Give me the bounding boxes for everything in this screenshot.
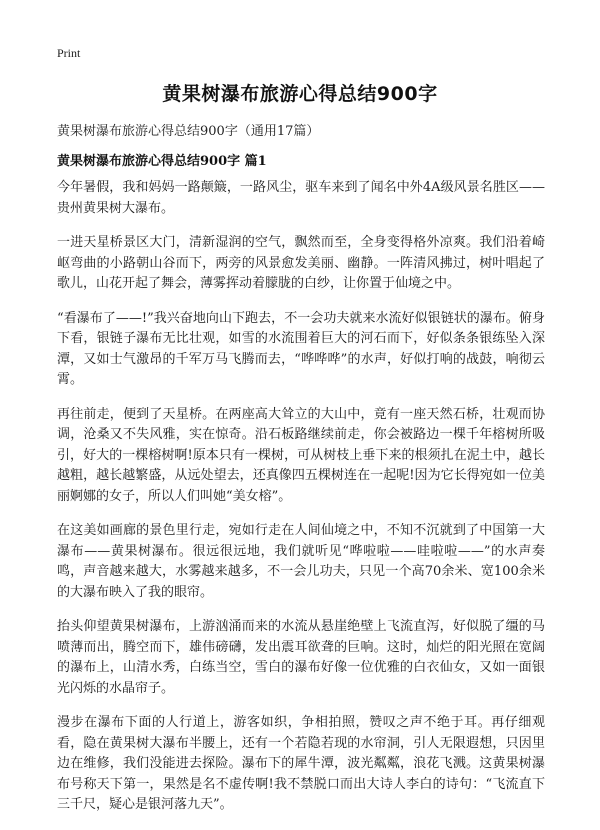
article-body	[57, 178, 545, 830]
paragraph-5: 在这美如画廊的景色里行走，宛如行走在人间仙境之中，不知不沉就到了中国第一大瀑布——黄果树瀑布。很远很远地，我们就听见“哗啦啦——哇啦啦——”的水声奏鸣，声音越来越大，水雾越来越多，不一会儿功夫，只见一个高70余米、宽100余米的大瀑布映入了我的眼帘。	[57, 523, 545, 600]
paragraph-3: “看瀑布了——!”我兴奋地向山下跑去，不一会功夫就来水流好似银链状的瀑布。俯身下看，银链子瀑布无比壮观，如雪的水流围着巨大的河石而下，好似条条银练坠入深潭，又如士气激昂的千军万马飞腾而去，“哗哗哗”的水声，好似打响的战鼓，响彻云霄。	[57, 310, 545, 387]
print-link[interactable]: Print	[57, 46, 81, 60]
paragraph-7: 漫步在瀑布下面的人行道上，游客如织，争相拍照，赞叹之声不绝于耳。再仔细观看，隐在黄果树大瀑布半腰上，还有一个若隐若现的水帘洞，引人无限遐想，只因里边在维修，我们没能进去探险。瀑布下的犀牛潭，波光粼粼，浪花飞溅。这黄果树瀑布号称天下第一，果然是名不虚传啊!我不禁脱口而出大诗人李白的诗句：“飞流直下三千尺，疑心是银河落九天”。	[57, 715, 545, 812]
section-heading: 黄果树瀑布旅游心得总结900字 篇1	[57, 154, 267, 169]
paragraph-2: 一进天星桥景区大门，清新湿润的空气，飘然而至，全身变得格外凉爽。我们沿着崎岖弯曲的小路朝山谷而下，两旁的风景愈发美丽、幽静。一阵清风拂过，树叶唱起了歌儿，山花开起了舞会，薄雾挥动着朦胧的白纱，让你置于仙境之中。	[57, 235, 545, 291]
document-subtitle: 黄果树瀑布旅游心得总结900字（通用17篇）	[57, 124, 320, 139]
paragraph-1: 今年暑假，我和妈妈一路颠簸，一路风尘，驱车来到了闻名中外4A级风景名胜区——贵州黄果树大瀑布。	[57, 180, 545, 216]
paragraph-6: 抬头仰望黄果树瀑布，上游汹涌而来的水流从悬崖绝壁上飞流直泻，好似脱了缰的马喷薄而出，腾空而下，雄伟磅礴，发出震耳欲聋的巨响。这时，灿烂的阳光照在宽阔的瀑布上，山清水秀，白练当空，雪白的瀑布好像一位优雅的白衣仙女，又如一面银光闪烁的水晶帘子。	[57, 619, 545, 696]
page-title: 黄果树瀑布旅游心得总结900字	[162, 83, 438, 105]
paragraph-4: 再往前走，便到了天星桥。在两座高大耸立的大山中，竟有一座天然石桥，壮观而协调，沧桑又不失风雅，实在惊奇。沿石板路继续前走，你会被路边一棵千年榕树所吸引，好大的一棵榕树啊!原本只有一棵树，可从树枝上垂下来的根须扎在泥土中，越长越粗，越长越繁盛，从远处望去，还真像四五棵树连在一起呢!因为它长得宛如一位美丽婀娜的女子，所以人们叫她“美女榕”。	[57, 406, 545, 504]
